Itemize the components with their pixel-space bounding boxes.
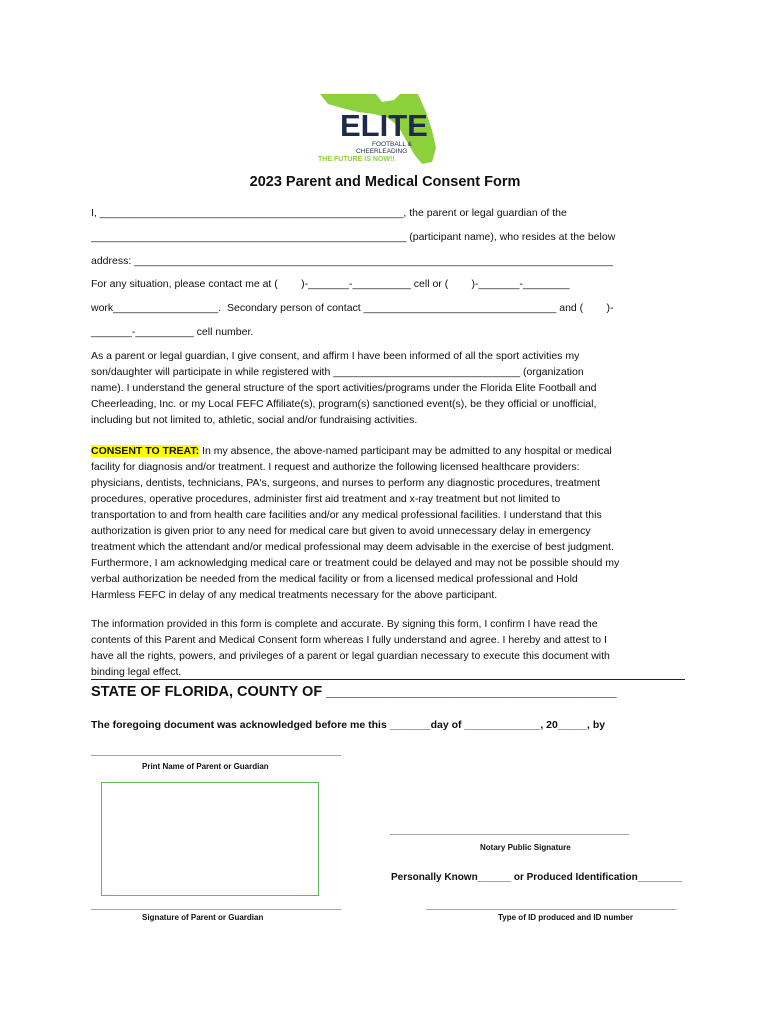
logo-brand: ELITE — [340, 108, 428, 143]
parent-signature-caption: Signature of Parent or Guardian — [142, 913, 264, 922]
secondary-cell-line: _______-__________ cell number. — [91, 326, 254, 338]
consent-paragraph — [91, 443, 685, 603]
logo-line2: CHEERLEADING — [356, 148, 408, 155]
section-divider — [91, 679, 685, 680]
participant-name-line: ______________________________________________________ (participant name), who resides at the below — [91, 231, 616, 243]
notary-seal-box — [101, 782, 319, 896]
notary-signature-caption: Notary Public Signature — [480, 843, 571, 852]
affirmation-paragraph: The information provided in this form is complete and accurate. By signing this form, I confirm I have read the contents of this Parent and Medical Consent form whereas I fully understand and agree. I hereby and attest to I have all the rights, powers, and privileges of a parent or legal guardian necessary to execute this document with binding legal effect. — [91, 618, 610, 678]
secondary-contact-line: work__________________. Secondary person of contact _________________________________ and ( )- — [91, 302, 614, 314]
address-line: address: __________________________________________________________________________________ — [91, 255, 614, 267]
form-title: 2023 Parent and Medical Consent Form — [249, 174, 521, 190]
notary-signature-line: ___________________________________________ — [390, 825, 630, 836]
logo-line1: FOOTBALL & — [372, 141, 412, 148]
elite-logo — [314, 90, 450, 166]
parent-signature-line: _____________________________________________ — [91, 900, 342, 911]
contact-phone-line: For any situation, please contact me at ( )-_______-__________ cell or ( )-_______-________ — [91, 278, 570, 290]
consent-text: In my absence, the above-named participant may be admitted to any hospital or medical facility for diagnosis and/or treatment. I request and authorize the following licensed healthcare providers: physicians, dentists, technicians, PA's, surgeons, and nurses to perform any diagnostic procedures, treatment procedures, operative procedures, administer first aid treatment and x-ray treatment but not limited to transportation to and from health care facilities and/or any medical professional facilities. I understand that this authorization is given prior to any need for medical care but given to avoid unnecessary delay in emergency treatment which the attendant and/or medical professional may deem advisable in the exercise of best judgment. Furthermore, I am acknowledging medical care or treatment could be delayed and may not be possible should my verbal authorization be needed from the medical facility or from a licensed medical professional and Hold Harmless FEFC in delay of any medical treatments necessary for the above participant. — [91, 445, 620, 601]
state-county-heading: STATE OF FLORIDA, COUNTY OF ____________________________________ — [91, 684, 617, 700]
logo-tagline: THE FUTURE IS NOW!! — [318, 156, 395, 163]
print-name-caption: Print Name of Parent or Guardian — [142, 762, 269, 771]
id-type-line: _____________________________________________ — [426, 900, 677, 911]
id-type-caption: Type of ID produced and ID number — [498, 913, 633, 922]
print-name-line: _____________________________________________ — [91, 746, 342, 757]
guardian-name-line: I, ____________________________________________________, the parent or legal guardian of the — [91, 207, 567, 219]
identification-line: Personally Known______ or Produced Identification________ — [391, 872, 683, 883]
acknowledgement-line: The foregoing document was acknowledged before me this _______day of _____________, 20_____, by — [91, 719, 606, 731]
consent-label: CONSENT TO TREAT: — [91, 445, 200, 457]
activities-paragraph: As a parent or legal guardian, I give consent, and affirm I have been informed of all the sport activities my son/daughter will participate in while registered with ________________________________ (organization name). I understand the general structure of the sport activities/programs under the Florida Elite Football and Cheerleading, Inc. or my Local FEFC Affiliate(s), program(s) sanctioned event(s), be they official or unofficial, including but not limited to, athletic, social and/or fundraising activities. — [91, 350, 597, 426]
